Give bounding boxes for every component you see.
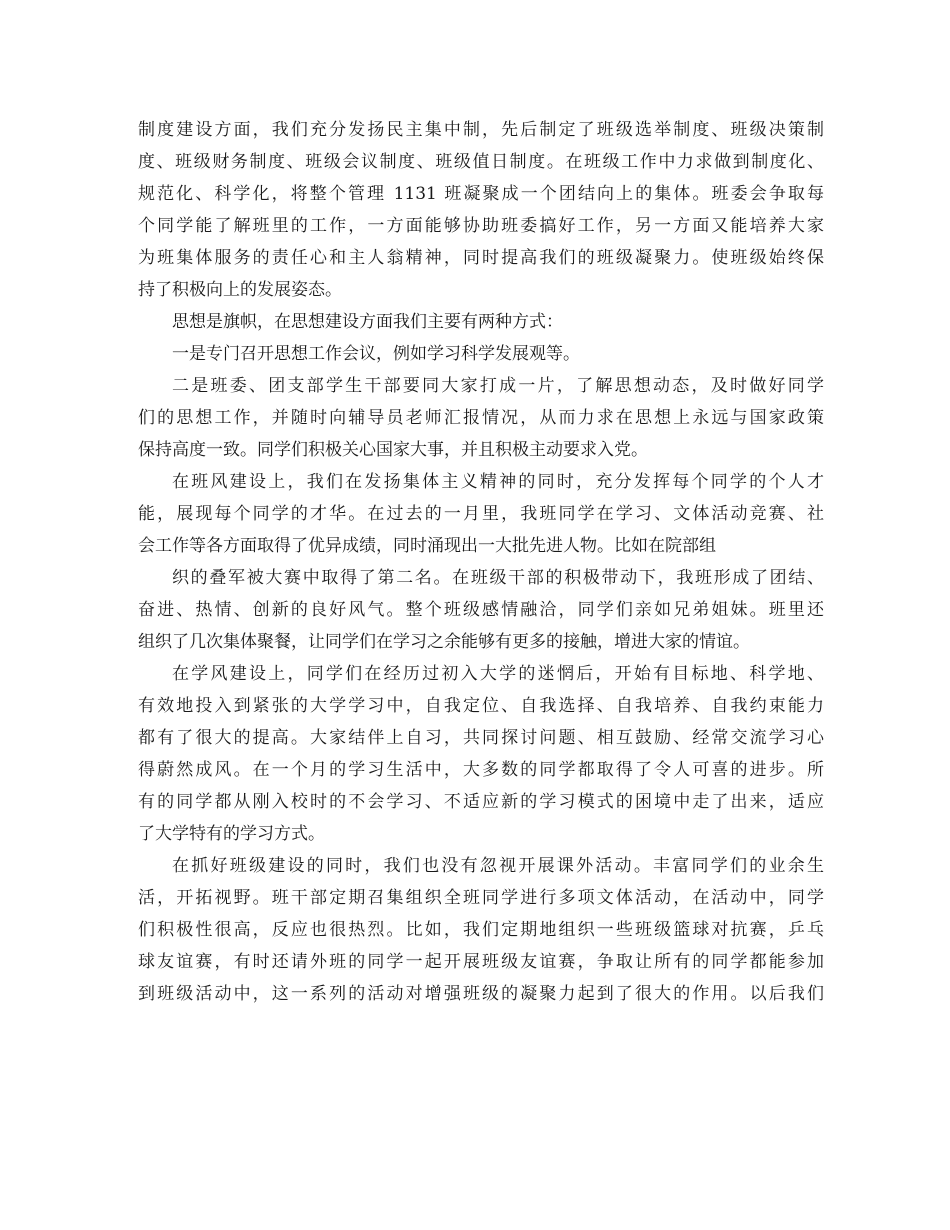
text-line: 到班级活动中，这一系列的活动对增强班级的凝聚力起到了很大的作用。以后我们 [138, 984, 824, 1004]
text-line: 保持高度一致。同学们积极关心国家大事，并且积极主动要求入党。 [138, 440, 648, 460]
text-line: 织的叠军被大赛中取得了第二名。在班级干部的积极带动下，我班形成了团结、 [172, 568, 824, 588]
text-line: 奋进、热情、创新的良好风气。整个班级感情融洽，同学们亲如兄弟姐妹。班里还 [138, 600, 824, 620]
text-line: 们的思想工作，并随时向辅导员老师汇报情况，从而力求在思想上永远与国家政策 [138, 408, 824, 428]
text-line: 得蔚然成风。在一个月的学习生活中，大多数的同学都取得了令人可喜的进步。所 [138, 760, 824, 780]
text-line: 持了积极向上的发展姿态。 [138, 280, 342, 300]
text-line: 球友谊赛，有时还请外班的同学一起开展班级友谊赛，争取让所有的同学都能参加 [138, 952, 824, 972]
text-line: 组织了几次集体聚餐，让同学们在学习之余能够有更多的接触，增进大家的情谊。 [138, 632, 750, 652]
text-line: 制度建设方面，我们充分发扬民主集中制，先后制定了班级选举制度、班级决策制 [138, 120, 824, 140]
text-line: 都有了很大的提高。大家结伴上自习，共同探讨问题、相互鼓励、经常交流学习心 [138, 728, 824, 748]
text-line: 二是班委、团支部学生干部要同大家打成一片，了解思想动态，及时做好同学 [172, 376, 824, 396]
text-line: 在抓好班级建设的同时，我们也没有忽视开展课外活动。丰富同学们的业余生 [172, 856, 824, 876]
text-line: 在班风建设上，我们在发扬集体主义精神的同时，充分发挥每个同学的个人才 [172, 472, 824, 492]
text-line: 们积极性很高，反应也很热烈。比如，我们定期地组织一些班级篮球对抗赛，乒乓 [138, 920, 824, 940]
text-line: 有效地投入到紧张的大学学习中，自我定位、自我选择、自我培养、自我约束能力 [138, 696, 824, 716]
text-line: 规范化、科学化，将整个管理 1131 班凝聚成一个团结向上的集体。班委会争取每 [138, 184, 824, 204]
text-line: 度、班级财务制度、班级会议制度、班级值日制度。在班级工作中力求做到制度化、 [138, 152, 824, 172]
text-line: 活，开拓视野。班干部定期召集组织全班同学进行多项文体活动，在活动中，同学 [138, 888, 824, 908]
text-line: 为班集体服务的责任心和主人翁精神，同时提高我们的班级凝聚力。使班级始终保 [138, 248, 824, 268]
document-page [138, 114, 824, 1010]
text-line: 会工作等各方面取得了优异成绩，同时涌现出一大批先进人物。比如在院部组 [138, 536, 716, 556]
text-line: 在学风建设上，同学们在经历过初入大学的迷惘后，开始有目标地、科学地、 [172, 664, 824, 684]
text-line: 能，展现每个同学的才华。在过去的一月里，我班同学在学习、文体活动竞赛、社 [138, 504, 824, 524]
text-line: 有的同学都从刚入校时的不会学习、不适应新的学习模式的困境中走了出来，适应 [138, 792, 824, 812]
text-line: 了大学特有的学习方式。 [138, 824, 325, 844]
text-line: 一是专门召开思想工作会议，例如学习科学发展观等。 [172, 344, 580, 364]
text-line: 个同学能了解班里的工作，一方面能够协助班委搞好工作，另一方面又能培养大家 [138, 216, 824, 236]
text-line: 思想是旗帜，在思想建设方面我们主要有两种方式： [172, 312, 563, 332]
